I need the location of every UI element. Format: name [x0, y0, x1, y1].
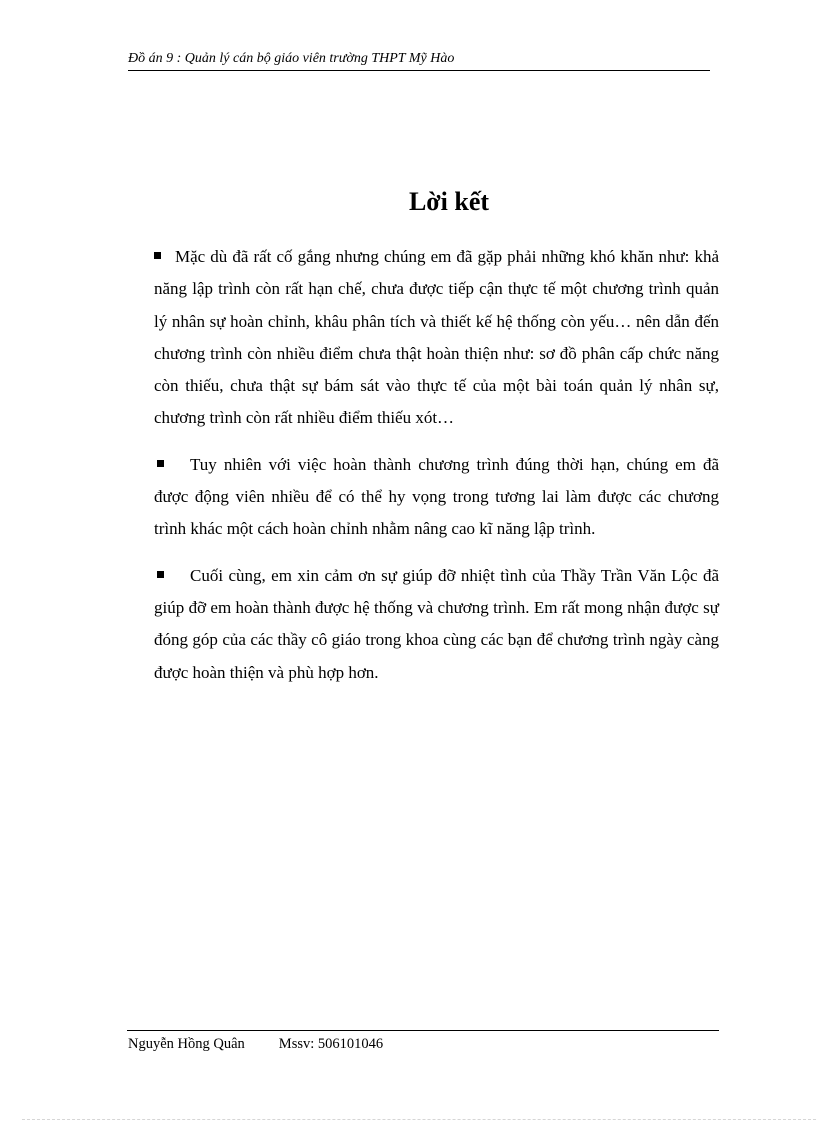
square-bullet-icon — [157, 571, 164, 578]
paragraph-2 — [154, 449, 719, 546]
header-text: Đồ án 9 : Quản lý cán bộ giáo viên trường THPT Mỹ Hào — [128, 51, 455, 66]
footer-author: Nguyễn Hồng Quân — [128, 1036, 245, 1052]
paragraph-text: Mặc dù đã rất cố gắng nhưng chúng em đã gặp phải những khó khăn như: khả năng lập trình còn rất hạn chế, chưa được tiếp cận thực tế một chương trình quản lý nhân sự hoàn chỉnh, khâu phân tích và thiết kế hệ thống còn yếu… nên dẫn đến chương trình còn nhiều điểm chưa thật hoàn thiện như: sơ đồ phân cấp chức năng còn thiếu, chưa thật sự bám sát vào thực tế của một bài toán quản lý nhân sự, chương trình còn rất nhiều điểm thiếu xót… — [154, 247, 719, 428]
footer-student-id: Mssv: 506101046 — [278, 1036, 384, 1052]
paragraph-1 — [154, 241, 719, 435]
page-footer — [128, 1034, 383, 1054]
square-bullet-icon — [157, 460, 164, 467]
page-bottom-edge — [22, 1119, 816, 1120]
footer-divider — [127, 1030, 719, 1031]
page-header — [128, 50, 710, 71]
paragraph-text: Cuối cùng, em xin cảm ơn sự giúp đỡ nhiệt tình của Thầy Trần Văn Lộc đã giúp đỡ em hoàn thành được hệ thống và chương trình. Em rất mong nhận được sự đóng góp của các thầy cô giáo trong khoa cùng các bạn để chương trình ngày càng được hoàn thiện và phù hợp hơn. — [154, 565, 719, 682]
paragraph-3 — [154, 560, 719, 689]
paragraph-text: Tuy nhiên với việc hoàn thành chương trình đúng thời hạn, chúng em đã được động viên nhiều để có thể hy vọng trong tương lai làm được các chương trình khác một cách hoàn chỉnh nhằm nâng cao kĩ năng lập trình. — [154, 454, 719, 539]
document-body — [154, 241, 719, 703]
square-bullet-icon — [154, 252, 161, 259]
page-title: Lời kết — [408, 187, 490, 216]
